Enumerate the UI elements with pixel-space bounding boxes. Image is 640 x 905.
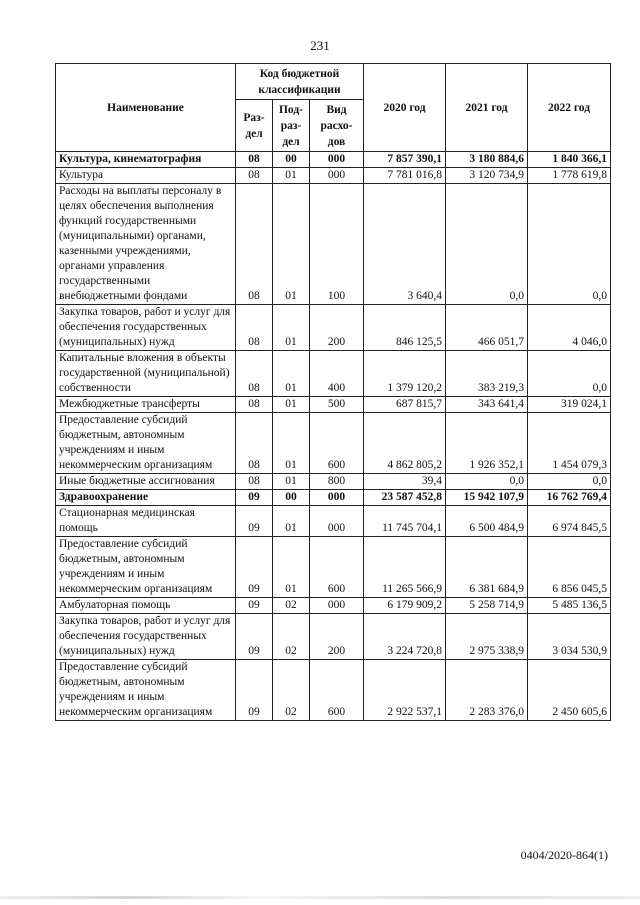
row-expense-type: 200: [310, 305, 364, 351]
row-subsection: 00: [273, 152, 310, 168]
table-header: [56, 64, 611, 152]
row-value-2020: 3 640,4: [364, 184, 446, 305]
row-expense-type: 500: [310, 397, 364, 413]
table-row: [56, 474, 611, 490]
row-name: Здравоохранение: [56, 490, 236, 506]
row-value-2020: 7 857 390,1: [364, 152, 446, 168]
row-value-2021: 6 500 484,9: [446, 506, 528, 537]
row-value-2020: 23 587 452,8: [364, 490, 446, 506]
row-expense-type: 600: [310, 413, 364, 474]
row-section: 09: [236, 537, 273, 598]
header-2022: 2022 год: [528, 64, 611, 152]
row-section: 08: [236, 152, 273, 168]
table-row: [56, 660, 611, 721]
row-name: Закупка товаров, работ и услуг для обеспечения государственных (муниципальных) нужд: [56, 305, 236, 351]
row-value-2020: 1 379 120,2: [364, 351, 446, 397]
table-row: [56, 506, 611, 537]
row-section: 08: [236, 168, 273, 184]
row-value-2020: 2 922 537,1: [364, 660, 446, 721]
row-value-2022: 1 454 079,3: [528, 413, 611, 474]
table-row: [56, 490, 611, 506]
row-subsection: 02: [273, 598, 310, 614]
row-expense-type: 000: [310, 168, 364, 184]
row-section: 08: [236, 397, 273, 413]
table-row: [56, 413, 611, 474]
row-name: Межбюджетные трансферты: [56, 397, 236, 413]
row-value-2022: 6 856 045,5: [528, 537, 611, 598]
row-expense-type: 600: [310, 660, 364, 721]
row-value-2021: 0,0: [446, 474, 528, 490]
table-row: [56, 152, 611, 168]
row-expense-type: 600: [310, 537, 364, 598]
row-value-2021: 343 641,4: [446, 397, 528, 413]
row-value-2021: 5 258 714,9: [446, 598, 528, 614]
table-body: [56, 152, 611, 721]
row-subsection: 01: [273, 351, 310, 397]
row-expense-type: 400: [310, 351, 364, 397]
row-value-2021: 15 942 107,9: [446, 490, 528, 506]
row-name: Культура, кинематография: [56, 152, 236, 168]
table-row: [56, 168, 611, 184]
row-expense-type: 100: [310, 184, 364, 305]
table-row: [56, 598, 611, 614]
row-expense-type: 000: [310, 598, 364, 614]
header-2020: 2020 год: [364, 64, 446, 152]
row-value-2021: 466 051,7: [446, 305, 528, 351]
table-row: [56, 614, 611, 660]
header-expense-type: Вид расхо- дов: [310, 100, 364, 152]
budget-table: [55, 63, 611, 721]
header-name: Наименование: [56, 64, 236, 152]
header-code-group: Код бюджетной классификации: [236, 64, 364, 100]
table-row: [56, 351, 611, 397]
row-value-2022: 4 046,0: [528, 305, 611, 351]
page-number: 231: [310, 38, 330, 53]
row-expense-type: 000: [310, 152, 364, 168]
row-value-2022: 16 762 769,4: [528, 490, 611, 506]
row-name: Расходы на выплаты персоналу в целях обеспечения выполнения функций государственными (муниципальными) органами, казенными учреждениями, органами управления государственными внебюджетными фондами: [56, 184, 236, 305]
row-subsection: 01: [273, 537, 310, 598]
row-section: 09: [236, 598, 273, 614]
row-value-2022: 6 974 845,5: [528, 506, 611, 537]
table-row: [56, 537, 611, 598]
document-code: 0404/2020-864(1): [520, 848, 608, 862]
row-value-2022: 3 034 530,9: [528, 614, 611, 660]
row-value-2020: 6 179 909,2: [364, 598, 446, 614]
row-subsection: 02: [273, 660, 310, 721]
row-name: Иные бюджетные ассигнования: [56, 474, 236, 490]
row-section: 09: [236, 660, 273, 721]
header-section: Раз- дел: [236, 100, 273, 152]
row-value-2022: 1 840 366,1: [528, 152, 611, 168]
table-row: [56, 305, 611, 351]
row-value-2022: 2 450 605,6: [528, 660, 611, 721]
row-value-2022: 0,0: [528, 184, 611, 305]
row-section: 08: [236, 351, 273, 397]
row-name: Стационарная медицинская помощь: [56, 506, 236, 537]
row-subsection: 01: [273, 184, 310, 305]
row-value-2022: 0,0: [528, 351, 611, 397]
row-value-2022: 5 485 136,5: [528, 598, 611, 614]
row-value-2021: 1 926 352,1: [446, 413, 528, 474]
header-subsection: Под- раз- дел: [273, 100, 310, 152]
row-name: Капитальные вложения в объекты государственной (муниципальной) собственности: [56, 351, 236, 397]
row-value-2020: 3 224 720,8: [364, 614, 446, 660]
row-name: Закупка товаров, работ и услуг для обеспечения государственных (муниципальных) нужд: [56, 614, 236, 660]
row-value-2020: 39,4: [364, 474, 446, 490]
table-row: [56, 184, 611, 305]
row-name: Амбулаторная помощь: [56, 598, 236, 614]
row-section: 08: [236, 305, 273, 351]
row-value-2021: 383 219,3: [446, 351, 528, 397]
row-value-2020: 11 265 566,9: [364, 537, 446, 598]
row-value-2022: 319 024,1: [528, 397, 611, 413]
row-subsection: 01: [273, 168, 310, 184]
row-section: 08: [236, 474, 273, 490]
header-2021: 2021 год: [446, 64, 528, 152]
row-value-2022: 1 778 619,8: [528, 168, 611, 184]
row-section: 08: [236, 184, 273, 305]
row-subsection: 01: [273, 506, 310, 537]
scan-artifact-line: [0, 896, 640, 899]
row-value-2021: 2 975 338,9: [446, 614, 528, 660]
row-subsection: 00: [273, 490, 310, 506]
row-subsection: 01: [273, 305, 310, 351]
row-value-2020: 4 862 805,2: [364, 413, 446, 474]
row-section: 09: [236, 614, 273, 660]
row-name: Предоставление субсидий бюджетным, автономным учреждениям и иным некоммерческим организациям: [56, 537, 236, 598]
row-value-2021: 3 180 884,6: [446, 152, 528, 168]
row-name: Предоставление субсидий бюджетным, автономным учреждениям и иным некоммерческим организациям: [56, 413, 236, 474]
row-subsection: 01: [273, 413, 310, 474]
row-section: 09: [236, 506, 273, 537]
row-value-2020: 7 781 016,8: [364, 168, 446, 184]
row-value-2021: 0,0: [446, 184, 528, 305]
row-expense-type: 800: [310, 474, 364, 490]
row-value-2020: 11 745 704,1: [364, 506, 446, 537]
row-subsection: 02: [273, 614, 310, 660]
row-value-2022: 0,0: [528, 474, 611, 490]
row-section: 09: [236, 490, 273, 506]
row-expense-type: 000: [310, 490, 364, 506]
row-value-2020: 687 815,7: [364, 397, 446, 413]
row-name: Предоставление субсидий бюджетным, автономным учреждениям и иным некоммерческим организациям: [56, 660, 236, 721]
row-value-2021: 3 120 734,9: [446, 168, 528, 184]
row-value-2020: 846 125,5: [364, 305, 446, 351]
table-row: [56, 397, 611, 413]
row-subsection: 01: [273, 474, 310, 490]
row-subsection: 01: [273, 397, 310, 413]
row-expense-type: 200: [310, 614, 364, 660]
row-value-2021: 6 381 684,9: [446, 537, 528, 598]
row-name: Культура: [56, 168, 236, 184]
row-expense-type: 000: [310, 506, 364, 537]
row-value-2021: 2 283 376,0: [446, 660, 528, 721]
row-section: 08: [236, 413, 273, 474]
